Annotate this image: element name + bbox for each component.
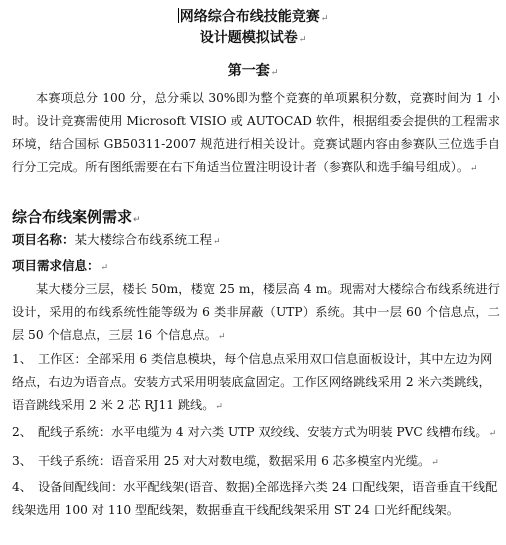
return-mark-icon: ↵ [100,263,109,273]
return-mark-icon: ↵ [320,14,329,24]
section-heading [12,206,141,227]
building-paragraph [12,278,500,349]
text-cursor [178,8,179,23]
intro-paragraph [12,87,500,181]
list-item-number: 1、 [12,352,32,366]
set-label [0,60,506,80]
project-name-line [12,230,221,248]
section-heading-text: 综合布线案例需求 [12,208,133,226]
list-item [12,348,500,419]
list-item-number: 3、 [12,454,32,468]
return-mark-icon: ↵ [215,402,223,412]
return-mark-icon: ↵ [470,164,478,174]
requirements-label: 项目需求信息： [12,258,100,273]
return-mark-icon: ↵ [133,215,141,225]
return-mark-icon: ↵ [217,332,226,342]
list-item [12,476,500,522]
list-item-text: 干线子系统：语音采用 25 对大对数电缆，数据采用 6 芯多模室内光缆。 [38,454,431,468]
document-title [0,6,506,26]
return-mark-icon: ↵ [213,237,221,247]
intro-text: 本赛项总分 100 分，总分乘以 30%即为整个竞赛的单项累积分数，竞赛时间为 1 小时。设计竞赛需使用 Microsoft VISIO 或 AUTOCAD 软件，根据组委会提供的工程需求环境，结合国标 GB50311-2007 规范进行相关设计。竞赛试题内容由参赛队三位选手自行分工完成。所有图纸需要在右下角适当位置注明设计者（参赛队和选手编号组成）。 [12,91,500,174]
building-text: 某大楼分三层，楼长 50m，楼宽 25 m，楼层高 4 m。现需对大楼综合布线系统进行设计，采用的布线系统性能等级为 6 类非屏蔽（UTP）系统。其中一层 60 个信息点，二层 50 个信息点，三层 16 个信息点。 [12,282,500,342]
set-label-text: 第一套 [227,63,270,79]
list-item-text: 工作区：全部采用 6 类信息模块，每个信息点采用双口信息面板设计，其中左边为网络点，右边为语音点。安装方式采用明装底盒固定。工作区网络跳线采用 2 米六类跳线，语音跳线采用 2 米 2 芯 RJ11 跳线。 [12,352,493,412]
return-mark-icon: ↵ [431,458,439,468]
return-mark-icon: ↵ [298,35,307,45]
list-item-text: 配线子系统：水平电缆为 4 对六类 UTP 双绞线、安装方式为明装 PVC 线槽布线。 [38,425,488,439]
requirements-label-line [12,256,108,274]
document-subtitle [0,27,506,47]
return-mark-icon: ↵ [488,429,497,439]
document-title-text: 网络综合布线技能竞赛 [179,9,320,25]
project-name-label: 项目名称： [12,232,75,247]
project-name-value: 某大楼综合布线系统工程 [74,232,213,247]
list-item [12,450,500,475]
return-mark-icon: ↵ [270,68,279,78]
list-item-number: 4、 [12,480,32,494]
list-item-text: 设备间配线间：水平配线架(语音、数据)全部选择六类 24 口配线架，语音垂直干线配线架选用 100 对 110 型配线架，数据垂直干线配线架采用 ST 24 口光纤配线架。 [12,480,498,517]
list-item [12,421,500,446]
list-item-number: 2、 [12,425,32,439]
document-subtitle-text: 设计题模拟试卷 [199,30,298,46]
